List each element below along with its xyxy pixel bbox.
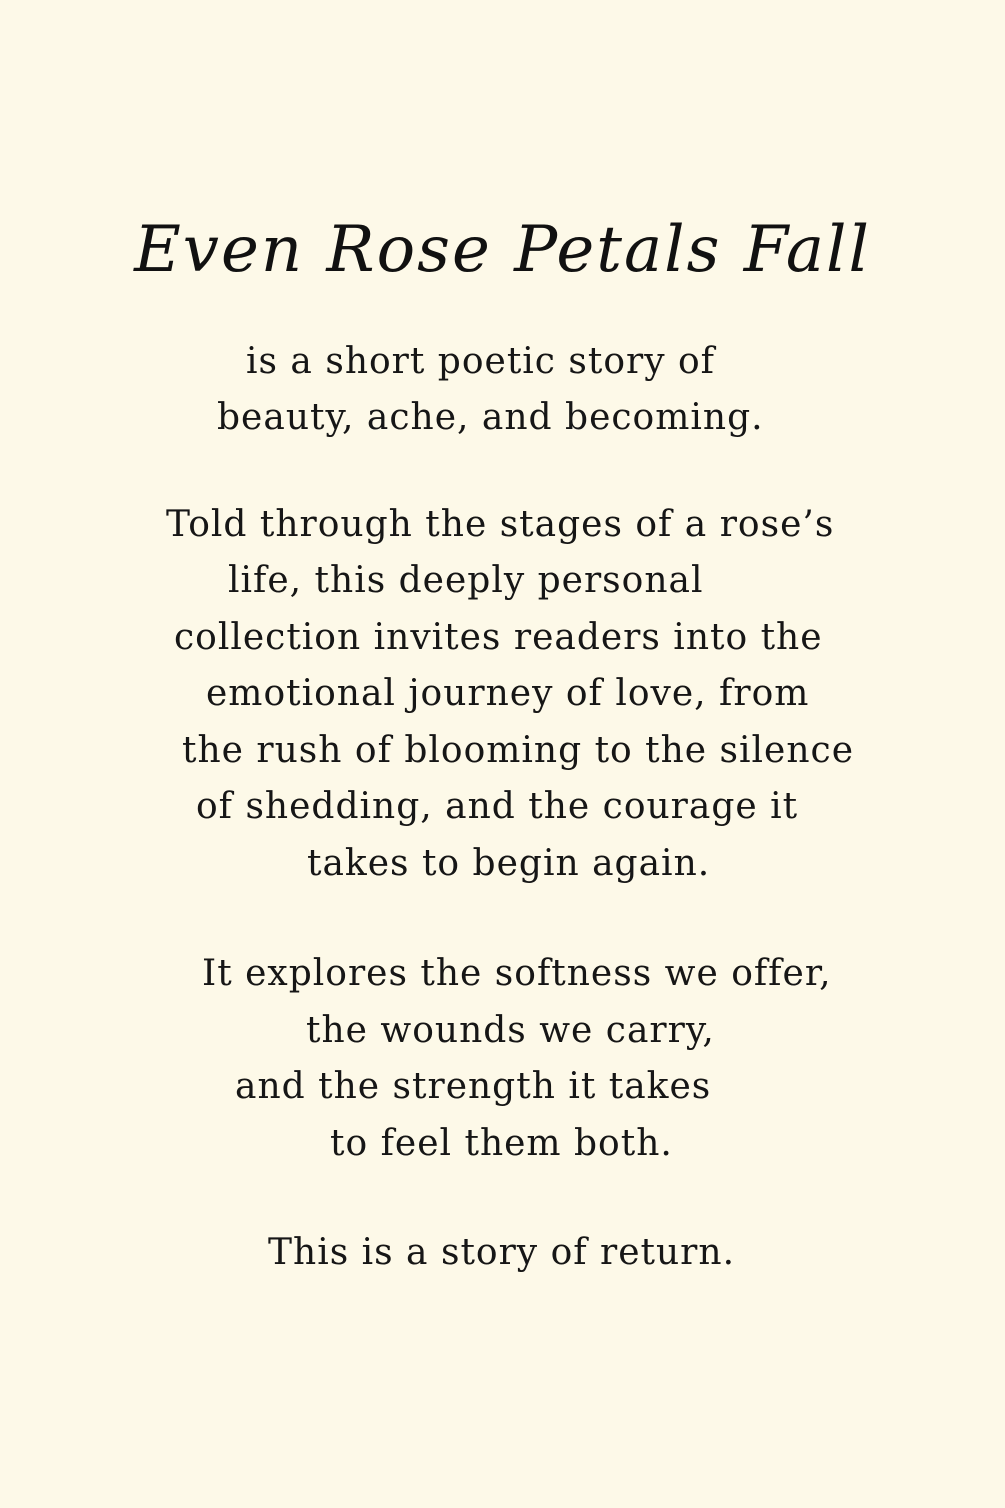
blurb-line: life, this deeply personal: [228, 560, 704, 601]
blurb-line: Told through the stages of a rose’s: [166, 504, 835, 545]
blurb-line: the wounds we carry,: [306, 1010, 715, 1051]
blurb-line: the rush of blooming to the silence: [182, 730, 855, 771]
blurb-line: is a short poetic story of: [246, 341, 716, 382]
blurb-line: beauty, ache, and becoming.: [217, 397, 764, 438]
blurb-line: takes to begin again.: [307, 843, 711, 884]
blurb-line: It explores the softness we offer,: [202, 953, 832, 994]
blurb-line: of shedding, and the courage it: [196, 786, 799, 827]
closing-line: This is a story of return.: [268, 1232, 736, 1273]
book-title: Even Rose Petals Fall: [134, 213, 871, 287]
blurb-line: emotional journey of love, from: [206, 673, 810, 714]
blurb-line: and the strength it takes: [235, 1066, 712, 1107]
blurb-line: collection invites readers into the: [174, 617, 823, 658]
blurb-line: to feel them both.: [330, 1123, 673, 1164]
